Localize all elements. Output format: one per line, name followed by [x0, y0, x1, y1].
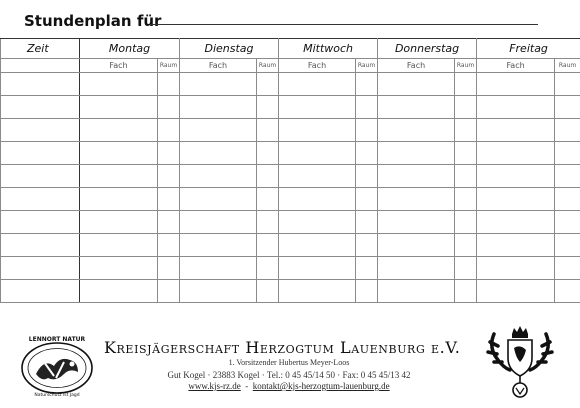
room-cell[interactable] — [555, 142, 580, 165]
timetable-row — [1, 142, 580, 165]
subject-cell[interactable] — [378, 142, 455, 165]
subject-cell[interactable] — [180, 165, 257, 188]
subject-cell[interactable] — [80, 96, 158, 119]
room-cell[interactable] — [455, 280, 477, 303]
left-logo-top-text: LENNORT NATUR — [28, 336, 86, 343]
subject-cell[interactable] — [279, 96, 356, 119]
room-cell[interactable] — [356, 165, 378, 188]
subject-cell[interactable] — [378, 257, 455, 280]
contact-line — [104, 381, 474, 391]
room-cell[interactable] — [158, 188, 180, 211]
subject-cell[interactable] — [378, 96, 455, 119]
time-cell[interactable] — [1, 234, 80, 257]
time-cell[interactable] — [1, 165, 80, 188]
contact-separator: - — [245, 381, 249, 391]
room-cell[interactable] — [455, 73, 477, 96]
room-cell[interactable] — [158, 165, 180, 188]
room-cell[interactable] — [555, 119, 580, 142]
room-label: Raum — [455, 59, 477, 73]
room-cell[interactable] — [158, 142, 180, 165]
room-label: Raum — [257, 59, 279, 73]
subject-cell[interactable] — [477, 280, 555, 303]
room-cell[interactable] — [356, 188, 378, 211]
room-cell[interactable] — [555, 234, 580, 257]
timetable-row — [1, 280, 580, 303]
subject-cell[interactable] — [80, 257, 158, 280]
time-subheader — [1, 59, 80, 73]
room-cell[interactable] — [455, 119, 477, 142]
subject-cell[interactable] — [180, 280, 257, 303]
room-cell[interactable] — [555, 73, 580, 96]
time-cell[interactable] — [1, 211, 80, 234]
subject-cell[interactable] — [180, 142, 257, 165]
subject-cell[interactable] — [279, 165, 356, 188]
time-cell[interactable] — [1, 257, 80, 280]
room-label: Raum — [555, 59, 580, 73]
room-label: Raum — [158, 59, 180, 73]
room-cell[interactable] — [356, 142, 378, 165]
subject-cell[interactable] — [180, 73, 257, 96]
subject-cell[interactable] — [378, 188, 455, 211]
room-cell[interactable] — [158, 73, 180, 96]
room-cell[interactable] — [158, 257, 180, 280]
subject-label: Fach — [378, 59, 455, 73]
subject-label: Fach — [279, 59, 356, 73]
room-cell[interactable] — [356, 211, 378, 234]
room-cell[interactable] — [555, 165, 580, 188]
subject-cell[interactable] — [80, 142, 158, 165]
room-cell[interactable] — [455, 211, 477, 234]
room-cell[interactable] — [555, 96, 580, 119]
lennort-natur-logo — [20, 332, 94, 398]
room-cell[interactable] — [455, 234, 477, 257]
subject-label: Fach — [477, 59, 555, 73]
subject-cell[interactable] — [477, 142, 555, 165]
room-cell[interactable] — [455, 142, 477, 165]
website-link[interactable]: www.kjs-rz.de — [188, 381, 241, 391]
subject-cell[interactable] — [80, 188, 158, 211]
room-cell[interactable] — [257, 165, 279, 188]
subject-cell[interactable] — [477, 73, 555, 96]
subject-cell[interactable] — [180, 188, 257, 211]
subject-cell[interactable] — [477, 96, 555, 119]
room-cell[interactable] — [455, 96, 477, 119]
subject-cell[interactable] — [477, 119, 555, 142]
room-cell[interactable] — [158, 234, 180, 257]
subject-cell[interactable] — [279, 234, 356, 257]
room-cell[interactable] — [158, 96, 180, 119]
room-cell[interactable] — [158, 119, 180, 142]
timetable — [0, 38, 580, 303]
subject-cell[interactable] — [279, 257, 356, 280]
subject-cell[interactable] — [279, 188, 356, 211]
subject-cell[interactable] — [477, 257, 555, 280]
subject-cell[interactable] — [180, 257, 257, 280]
subject-cell[interactable] — [477, 188, 555, 211]
room-cell[interactable] — [356, 234, 378, 257]
subject-label: Fach — [180, 59, 257, 73]
room-cell[interactable] — [555, 280, 580, 303]
timetable-row — [1, 165, 580, 188]
coat-of-arms-logo — [484, 324, 556, 404]
subject-cell[interactable] — [378, 211, 455, 234]
subject-cell[interactable] — [279, 73, 356, 96]
subject-cell[interactable] — [279, 211, 356, 234]
timetable-row — [1, 96, 580, 119]
room-cell[interactable] — [257, 142, 279, 165]
room-cell[interactable] — [257, 257, 279, 280]
subject-cell[interactable] — [80, 234, 158, 257]
subject-cell[interactable] — [477, 165, 555, 188]
subject-cell[interactable] — [477, 211, 555, 234]
page-title: Stundenplan für — [24, 12, 162, 30]
time-cell[interactable] — [1, 73, 80, 96]
room-cell[interactable] — [455, 165, 477, 188]
room-cell[interactable] — [257, 280, 279, 303]
timetable-row — [1, 211, 580, 234]
time-cell[interactable] — [1, 119, 80, 142]
chairman-line: 1. Vorsitzender Hubertus Meyer-Loos — [228, 358, 350, 367]
name-line — [150, 24, 538, 25]
room-cell[interactable] — [555, 257, 580, 280]
time-cell[interactable] — [1, 142, 80, 165]
room-cell[interactable] — [257, 119, 279, 142]
subject-cell[interactable] — [80, 73, 158, 96]
subject-cell[interactable] — [477, 234, 555, 257]
room-cell[interactable] — [257, 96, 279, 119]
time-cell[interactable] — [1, 280, 80, 303]
subject-cell[interactable] — [80, 165, 158, 188]
timetable-row — [1, 257, 580, 280]
email-link[interactable]: kontakt@kjs-herzogtum-lauenburg.de — [252, 381, 390, 391]
room-cell[interactable] — [356, 96, 378, 119]
day-header-tuesday: Dienstag — [180, 39, 279, 59]
day-header-thursday: Donnerstag — [378, 39, 477, 59]
time-header: Zeit — [1, 39, 80, 59]
timetable-row — [1, 188, 580, 211]
room-cell[interactable] — [455, 257, 477, 280]
subject-cell[interactable] — [378, 73, 455, 96]
left-logo-bottom-text: Naturschutz ist Jagd — [34, 393, 80, 398]
room-cell[interactable] — [257, 73, 279, 96]
address-line: Gut Kogel · 23883 Kogel · Tel.: 0 45 45/14 50 · Fax: 0 45 45/13 42 — [167, 370, 411, 380]
time-cell[interactable] — [1, 96, 80, 119]
room-cell[interactable] — [257, 234, 279, 257]
subject-cell[interactable] — [378, 234, 455, 257]
subject-cell[interactable] — [378, 165, 455, 188]
day-header-monday: Montag — [80, 39, 180, 59]
room-cell[interactable] — [257, 211, 279, 234]
room-cell[interactable] — [158, 211, 180, 234]
footer — [0, 320, 580, 408]
timetable-row — [1, 234, 580, 257]
room-cell[interactable] — [555, 211, 580, 234]
subject-cell[interactable] — [180, 234, 257, 257]
subject-cell[interactable] — [279, 280, 356, 303]
subject-cell[interactable] — [80, 211, 158, 234]
day-header-friday: Freitag — [477, 39, 580, 59]
room-cell[interactable] — [555, 188, 580, 211]
subject-cell[interactable] — [180, 119, 257, 142]
subject-cell[interactable] — [80, 280, 158, 303]
room-cell[interactable] — [356, 280, 378, 303]
room-cell[interactable] — [356, 119, 378, 142]
subject-cell[interactable] — [180, 211, 257, 234]
subheader-row — [1, 59, 580, 73]
room-cell[interactable] — [356, 73, 378, 96]
subject-cell[interactable] — [80, 119, 158, 142]
day-header-wednesday: Mittwoch — [279, 39, 378, 59]
subject-cell[interactable] — [378, 119, 455, 142]
room-cell[interactable] — [455, 188, 477, 211]
timetable-row — [1, 119, 580, 142]
organization-name: Kreisjägerschaft Herzogtum Lauenburg e.V. — [104, 338, 461, 357]
subject-cell[interactable] — [279, 119, 356, 142]
room-label: Raum — [356, 59, 378, 73]
room-cell[interactable] — [257, 188, 279, 211]
subject-label: Fach — [80, 59, 158, 73]
subject-cell[interactable] — [279, 142, 356, 165]
room-cell[interactable] — [356, 257, 378, 280]
time-cell[interactable] — [1, 188, 80, 211]
room-cell[interactable] — [158, 280, 180, 303]
subject-cell[interactable] — [180, 96, 257, 119]
timetable-row — [1, 73, 580, 96]
subject-cell[interactable] — [378, 280, 455, 303]
day-header-row — [1, 39, 580, 59]
